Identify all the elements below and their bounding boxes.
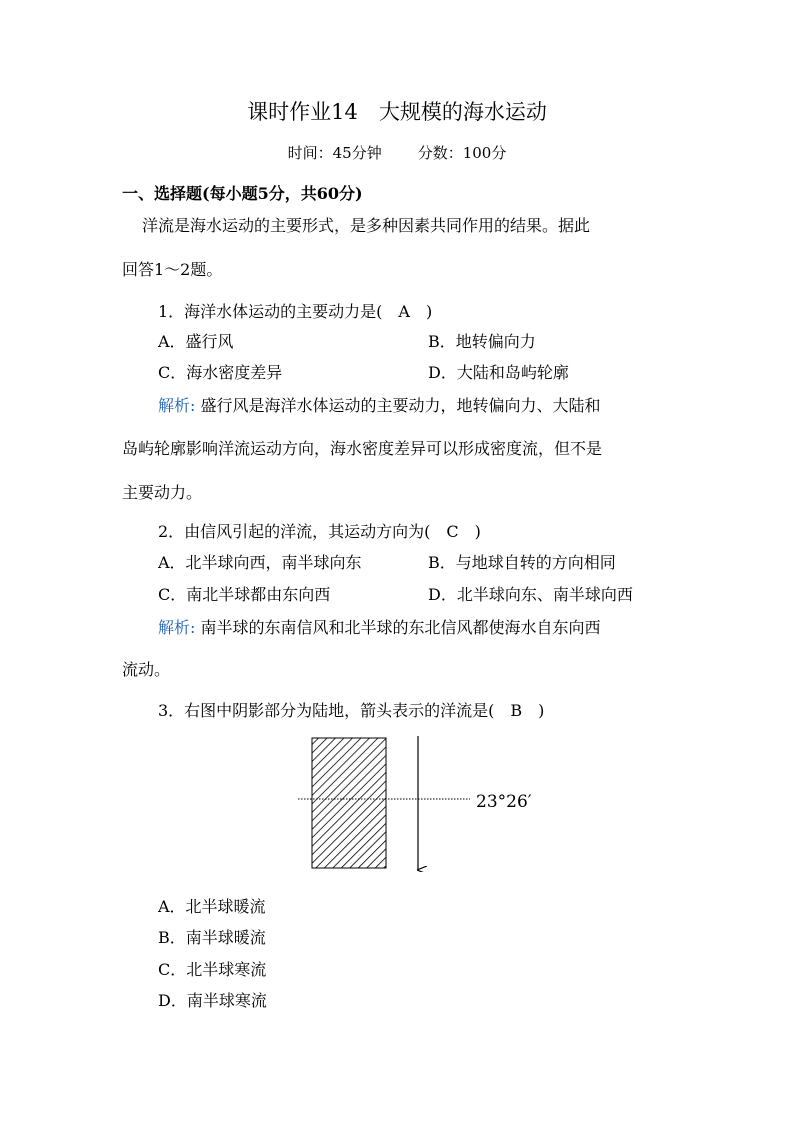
analysis-label: 解析: (158, 396, 196, 415)
question-1-option-c: C．海水密度差异 (158, 363, 283, 382)
latitude-label: 23°26′ (476, 792, 532, 812)
question-2-stem: 2．由信风引起的洋流，其运动方向为( C ) (158, 522, 481, 541)
section-heading: 一、选择题(每小题5分，共60分) (122, 184, 363, 203)
question-3-option-a: A．北半球暖流 (158, 897, 266, 916)
passage-line-1: 洋流是海水运动的主要形式，是多种因素共同作用的结果。据此 (142, 216, 591, 235)
question-2-option-d: D．北半球向东、南半球向西 (428, 585, 633, 604)
question-2-analysis (158, 615, 601, 638)
question-3-option-c: C．北半球寒流 (158, 960, 267, 979)
analysis-label: 解析: (158, 618, 196, 637)
question-1-option-b: B．地转偏向力 (428, 332, 536, 351)
question-1-analysis-line-3: 主要动力。 (122, 483, 203, 502)
question-1-analysis (158, 393, 601, 416)
question-3-option-d: D．南半球寒流 (158, 991, 267, 1010)
question-1-option-a: A．盛行风 (158, 332, 234, 351)
question-2-option-b: B．与地球自转的方向相同 (428, 553, 616, 572)
question-1-option-d: D．大陆和岛屿轮廓 (428, 363, 569, 382)
analysis-text: 南半球的东南信风和北半球的东北信风都使海水自东向西 (200, 618, 601, 637)
ocean-current-figure (290, 732, 550, 872)
total-score: 分数：100分 (417, 144, 507, 162)
question-2-analysis-line-2: 流动。 (122, 660, 171, 679)
exam-meta (0, 142, 794, 163)
question-1-stem: 1．海洋水体运动的主要动力是( A ) (158, 302, 433, 321)
question-3-option-b: B．南半球暖流 (158, 928, 266, 947)
page-title: 课时作业14 大规模的海水运动 (247, 100, 547, 124)
passage-line-2: 回答1～2题。 (122, 260, 223, 279)
analysis-text: 盛行风是海洋水体运动的主要动力，地转偏向力、大陆和 (200, 396, 601, 415)
land-area (312, 738, 386, 868)
time-limit: 时间：45分钟 (287, 144, 382, 162)
question-1-analysis-line-2: 岛屿轮廓影响洋流运动方向，海水密度差异可以形成密度流，但不是 (122, 439, 603, 458)
question-2-option-c: C．南北半球都由东向西 (158, 585, 331, 604)
figure-svg (290, 732, 550, 872)
question-3-stem: 3．右图中阴影部分为陆地，箭头表示的洋流是( B ) (158, 701, 545, 720)
question-2-option-a: A．北半球向西，南半球向东 (158, 553, 362, 572)
